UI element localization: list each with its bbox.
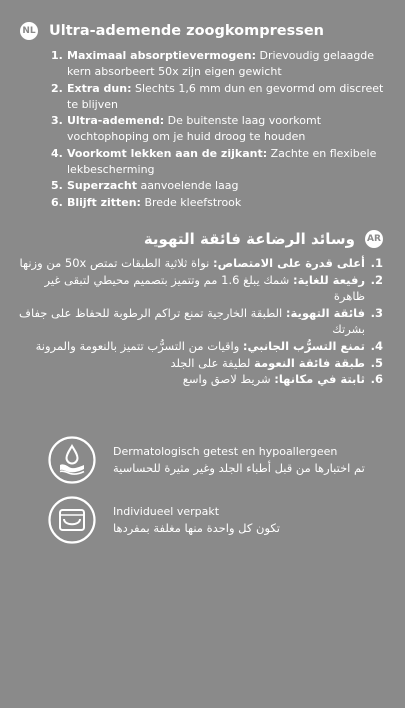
item-text: aanvoelende laag	[136, 179, 239, 193]
item-number: .4	[370, 338, 383, 353]
ar-language-badge: AR	[365, 230, 383, 248]
item-title: أعلى قدرة على الامتصاص:	[213, 256, 365, 270]
item-number: 3.	[51, 114, 63, 128]
individually-packed-icon	[48, 496, 96, 544]
item-number: .1	[370, 256, 383, 270]
feature-individually-packed	[48, 496, 280, 544]
nl-title: Ultra-ademende zoogkompressen	[49, 23, 325, 39]
list-item	[20, 195, 390, 211]
item-number: 4.	[51, 146, 63, 160]
ar-section	[13, 230, 383, 388]
feature-text-ar: تم اختبارها من قبل أطباء الجلد وغير مثيرة للحساسية	[113, 460, 365, 475]
item-text: واقيات من التسرُّب تتميز بالنعومة والمرونة	[35, 338, 243, 353]
ar-feature-list	[13, 255, 383, 388]
item-title: Voorkomt lekken aan de zijkant:	[67, 146, 268, 160]
item-number: .2	[370, 272, 383, 287]
list-item	[13, 338, 383, 355]
feature-texts	[113, 504, 280, 537]
nl-section	[20, 22, 390, 211]
item-text: Slechts 1,6 mm dun en gevormd om discreet te blijven	[67, 81, 384, 111]
item-title: Blijft zitten:	[67, 195, 141, 209]
feature-text-ar: تكون كل واحدة منها مغلفة بمفردها	[113, 520, 280, 535]
list-item	[20, 146, 390, 179]
item-text: Drievoudig gelaagde kern absorbeert 50x zijn eigen gewicht	[67, 49, 375, 79]
list-item	[13, 355, 383, 372]
item-text: لطيفة على الجلد	[170, 355, 255, 370]
feature-text-nl: Dermatologisch getest en hypoallergeen	[113, 444, 338, 458]
ar-title: وسائد الرضاعة فائقة التهوية	[143, 230, 355, 248]
feature-text-nl: Individueel verpakt	[113, 504, 220, 518]
ar-heading	[13, 230, 383, 248]
nl-heading	[20, 22, 390, 40]
list-item	[13, 305, 383, 338]
derma-tested-icon	[48, 436, 96, 484]
item-number: .3	[370, 305, 383, 320]
item-number: 5.	[51, 179, 63, 193]
item-number: 1.	[51, 49, 63, 62]
item-title: Superzacht	[67, 179, 137, 193]
item-text: شريط لاصق واسع	[182, 372, 275, 387]
list-item	[13, 255, 383, 272]
feature-texts	[113, 444, 365, 477]
nl-language-badge: NL	[20, 22, 38, 40]
feature-dermatologically-tested	[48, 436, 365, 484]
item-title: فائقة التهوية:	[285, 305, 365, 320]
item-title: ثابتة في مكانها:	[274, 372, 365, 387]
item-number: .6	[370, 372, 383, 387]
item-number: .5	[370, 355, 383, 370]
item-number: 2.	[51, 81, 63, 95]
item-text: Brede kleefstrook	[140, 195, 242, 209]
item-title: Ultra-ademend:	[67, 114, 165, 128]
list-item	[20, 48, 390, 81]
item-text: شمك يبلغ 1.6 مم وتتميز بتصميم محيطي لتبقى غير ظاهرة	[44, 272, 365, 304]
item-text: Zachte en flexibele lekbescherming	[67, 146, 377, 177]
item-title: Extra dun:	[67, 81, 132, 95]
list-item	[20, 178, 390, 194]
list-item	[20, 81, 390, 114]
list-item	[20, 113, 390, 146]
list-item	[13, 272, 383, 305]
item-text: De buitenste laag voorkomt vochtophoping om je huid droog te houden	[67, 114, 322, 144]
item-title: تمنع التسرُّب الجانبي:	[242, 338, 365, 353]
item-text: الطبقة الخارجية تمنع تراكم الرطوبة للحفاظ على جفاف بشرتك	[19, 305, 365, 337]
item-number: 6.	[51, 195, 63, 209]
item-text: نواة ثلاثية الطبقات تمتص 50x من وزنها	[19, 256, 214, 270]
item-title: طبقة فائقة النعومة	[254, 355, 365, 370]
item-title: رفيعة للغاية:	[292, 272, 365, 287]
nl-feature-list	[20, 48, 390, 211]
item-title: Maximaal absorptievermogen:	[67, 49, 256, 62]
list-item	[13, 371, 383, 388]
